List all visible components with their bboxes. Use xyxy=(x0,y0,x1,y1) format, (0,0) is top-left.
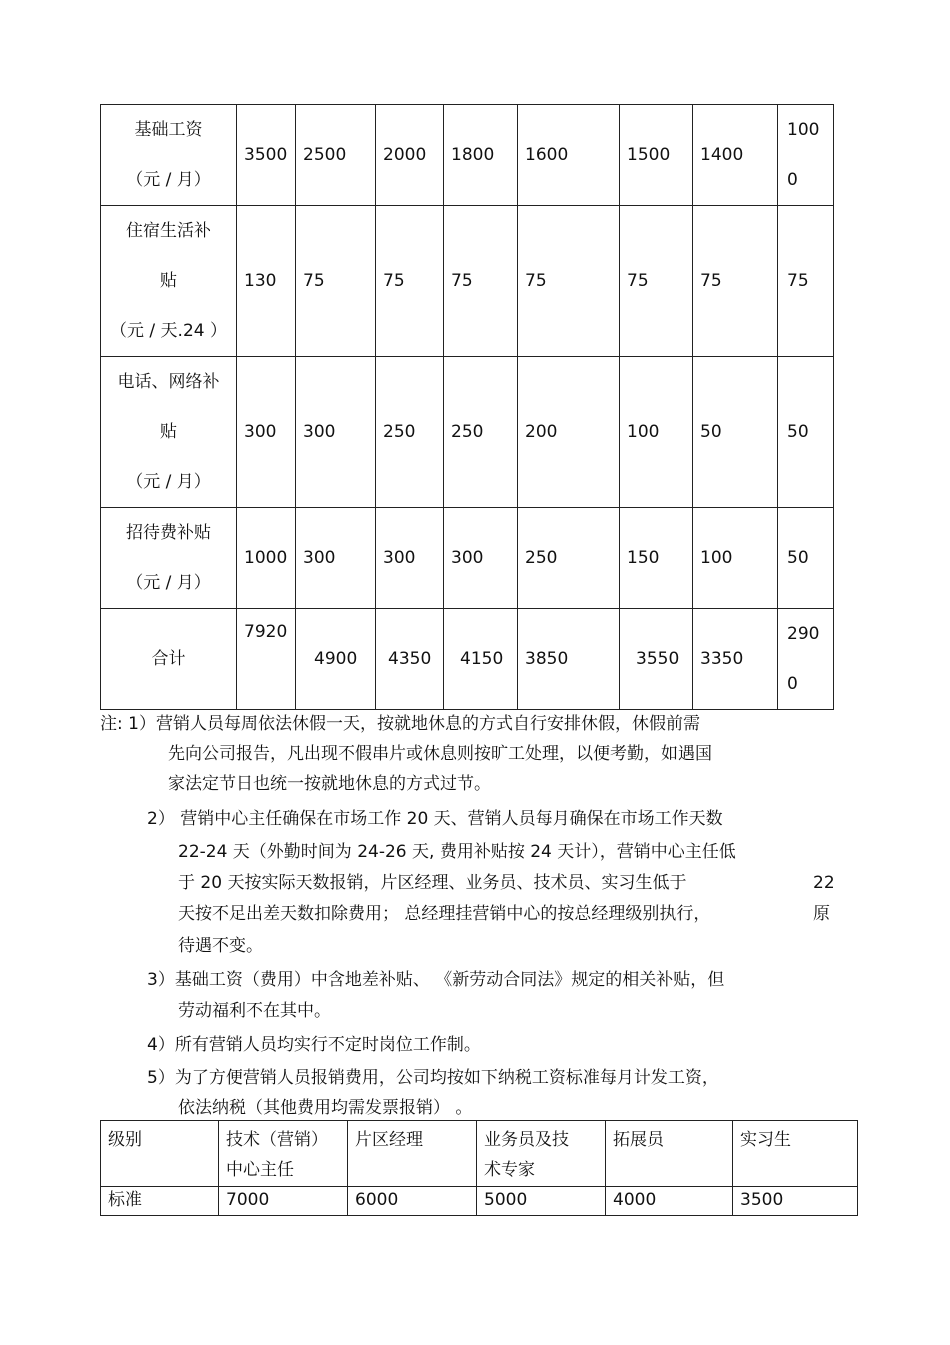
cell: 50 xyxy=(778,508,834,609)
cell: 250 xyxy=(518,508,620,609)
cell: 200 xyxy=(518,357,620,508)
cell: 75 xyxy=(444,206,518,357)
cell: 4350 xyxy=(376,609,444,710)
cell: 250 xyxy=(444,357,518,508)
cell: 75 xyxy=(296,206,376,357)
cell: 250 xyxy=(376,357,444,508)
cell: 300 xyxy=(376,508,444,609)
note-2-line-4-end: 原 xyxy=(813,904,830,924)
cell: 7000 xyxy=(219,1187,348,1216)
header-expander: 拓展员 xyxy=(606,1121,733,1187)
cell: 6000 xyxy=(348,1187,477,1216)
cell: 300 xyxy=(296,357,376,508)
cell: 3500 xyxy=(733,1187,858,1216)
cell: 300 xyxy=(444,508,518,609)
cell: 1000 xyxy=(237,508,296,609)
cell: 75 xyxy=(518,206,620,357)
cell: 3850 xyxy=(518,609,620,710)
cell: 5000 xyxy=(477,1187,606,1216)
note-1-line-3: 家法定节日也统一按就地休息的方式过节。 xyxy=(168,774,491,794)
note-3-line-1: 3）基础工资（费用）中含地差补贴、 《新劳动合同法》规定的相关补贴，但 xyxy=(147,970,725,990)
cell: 2500 xyxy=(296,105,376,206)
salary-table xyxy=(100,104,834,710)
note-2-line-1: 2） 营销中心主任确保在市场工作 20 天、营销人员每月确保在市场工作天数 xyxy=(147,809,723,829)
cell: 75 xyxy=(376,206,444,357)
cell: 75 xyxy=(620,206,693,357)
note-4: 4）所有营销人员均实行不定时岗位工作制。 xyxy=(147,1035,481,1055)
cell: 3550 xyxy=(620,609,693,710)
note-2-line-4: 天按不足出差天数扣除费用； 总经理挂营销中心的按总经理级别执行， xyxy=(178,904,711,924)
cell: 300 xyxy=(296,508,376,609)
row-label: 住宿生活补 贴 （元 / 天.24 ） xyxy=(101,206,237,357)
cell: 75 xyxy=(693,206,778,357)
header-row xyxy=(101,1121,858,1187)
note-1-line-1: 注: 1）营销人员每周依法休假一天，按就地休息的方式自行安排休假，休假前需 xyxy=(100,714,700,734)
cell: 300 xyxy=(237,357,296,508)
header-intern: 实习生 xyxy=(733,1121,858,1187)
cell: 2000 xyxy=(376,105,444,206)
row-label: 招待费补贴 （元 / 月） xyxy=(101,508,237,609)
row-housing xyxy=(101,206,834,357)
cell: 150 xyxy=(620,508,693,609)
row-label: 电话、网络补 贴 （元 / 月） xyxy=(101,357,237,508)
cell: 100 xyxy=(620,357,693,508)
tax-standard-table xyxy=(100,1120,858,1216)
cell: 50 xyxy=(778,357,834,508)
row-label: 合计 xyxy=(101,609,237,710)
cell: 130 xyxy=(237,206,296,357)
cell: 3500 xyxy=(237,105,296,206)
cell: 100 0 xyxy=(778,105,834,206)
header-salesman: 业务员及技 术专家 xyxy=(477,1121,606,1187)
note-1-line-2: 先向公司报告，凡出现不假串片或休息则按旷工处理，以便考勤，如遇国 xyxy=(168,744,712,764)
cell: 290 0 xyxy=(778,609,834,710)
cell: 4150 xyxy=(444,609,518,710)
header-area-manager: 片区经理 xyxy=(348,1121,477,1187)
standard-row xyxy=(101,1187,858,1216)
cell: 7920 xyxy=(237,609,296,710)
note-2-line-2: 22-24 天（外勤时间为 24-26 天, 费用补贴按 24 天计），营销中心主任低 xyxy=(178,842,736,862)
cell: 3350 xyxy=(693,609,778,710)
cell: 1400 xyxy=(693,105,778,206)
cell: 75 xyxy=(778,206,834,357)
cell: 50 xyxy=(693,357,778,508)
note-5-line-1: 5）为了方便营销人员报销费用，公司均按如下纳税工资标准每月计发工资， xyxy=(147,1068,719,1088)
cell: 1800 xyxy=(444,105,518,206)
note-2-line-3-end: 22 xyxy=(813,873,835,893)
row-label: 基础工资 （元 / 月） xyxy=(101,105,237,206)
note-5-line-2: 依法纳税（其他费用均需发票报销） 。 xyxy=(178,1098,473,1118)
row-phone xyxy=(101,357,834,508)
cell: 1500 xyxy=(620,105,693,206)
note-2-line-5: 待遇不变。 xyxy=(178,936,263,956)
row-label: 标准 xyxy=(101,1187,219,1216)
cell: 100 xyxy=(693,508,778,609)
cell: 4000 xyxy=(606,1187,733,1216)
note-3-line-2: 劳动福利不在其中。 xyxy=(178,1001,331,1021)
header-level: 级别 xyxy=(101,1121,219,1187)
cell: 1600 xyxy=(518,105,620,206)
cell: 4900 xyxy=(296,609,376,710)
row-total xyxy=(101,609,834,710)
note-2-line-3: 于 20 天按实际天数报销，片区经理、业务员、技术员、实习生低于 xyxy=(178,873,687,893)
row-base-salary xyxy=(101,105,834,206)
header-center-director: 技术（营销） 中心主任 xyxy=(219,1121,348,1187)
row-entertainment xyxy=(101,508,834,609)
